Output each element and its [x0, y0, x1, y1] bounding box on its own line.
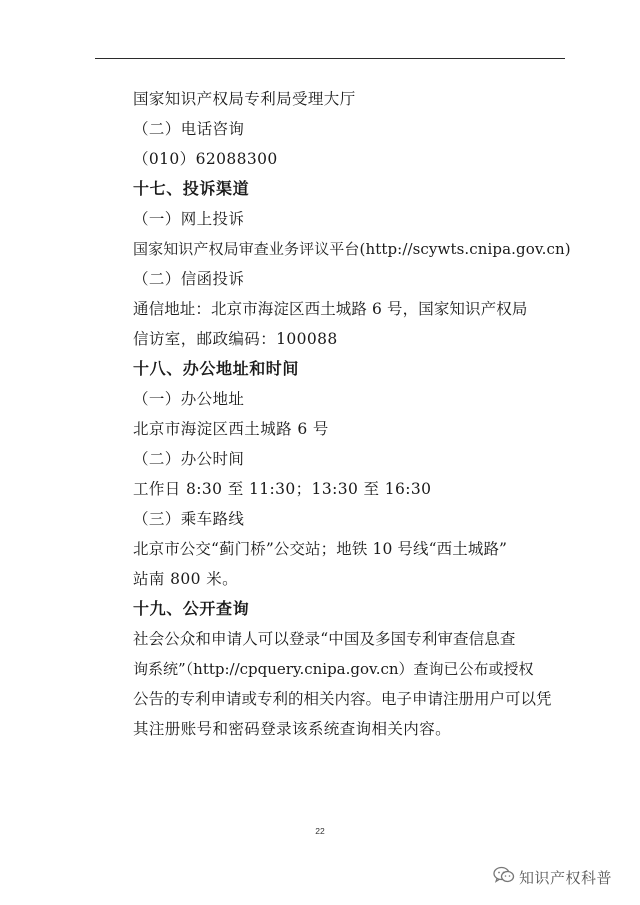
- text-line-15: （三）乘车路线: [133, 510, 245, 528]
- text-line-19: 社会公众和申请人可以登录“中国及多国专利审查信息查: [133, 630, 516, 648]
- text-line-17: 站南 800 米。: [133, 570, 239, 588]
- page-number: 22: [315, 826, 325, 836]
- watermark-text: 知识产权科普: [518, 868, 612, 887]
- text-line-22: 其注册账号和密码登录该系统查询相关内容。: [133, 720, 452, 738]
- text-line-8: 通信地址：北京市海淀区西土城路 6 号，国家知识产权局: [133, 300, 528, 318]
- text-line-6: 国家知识产权局审查业务评议平台(http://scywts.cnipa.gov.cn): [133, 240, 571, 258]
- text-line-21: 公告的专利申请或专利的相关内容。电子申请注册用户可以凭: [133, 690, 552, 708]
- text-line-13: （二）办公时间: [133, 450, 245, 468]
- text-line-20: 询系统”（http://cpquery.cnipa.gov.cn）查询已公布或授权: [133, 660, 534, 678]
- text-line-5: （一）网上投诉: [133, 210, 245, 228]
- text-line-14: 工作日 8:30 至 11:30；13:30 至 16:30: [133, 480, 432, 498]
- section-heading-19: 十九、公开查询: [133, 599, 250, 618]
- text-line-2: （二）电话咨询: [133, 120, 245, 138]
- watermark: [493, 866, 612, 888]
- text-line-11: （一）办公地址: [133, 390, 245, 408]
- text-line-1: 国家知识产权局专利局受理大厅: [133, 90, 356, 108]
- section-heading-18: 十八、办公地址和时间: [133, 359, 300, 378]
- section-heading-17: 十七、投诉渠道: [133, 179, 250, 198]
- text-line-7: （二）信函投诉: [133, 270, 245, 288]
- text-line-9: 信访室，邮政编码：100088: [133, 330, 338, 348]
- document-body: [133, 84, 573, 744]
- header-rule: [95, 58, 565, 59]
- text-line-3: （010）62088300: [133, 150, 278, 168]
- text-line-12: 北京市海淀区西土城路 6 号: [133, 420, 329, 438]
- wechat-icon: [493, 866, 515, 888]
- text-line-16: 北京市公交“蓟门桥”公交站；地铁 10 号线“西土城路”: [133, 540, 508, 558]
